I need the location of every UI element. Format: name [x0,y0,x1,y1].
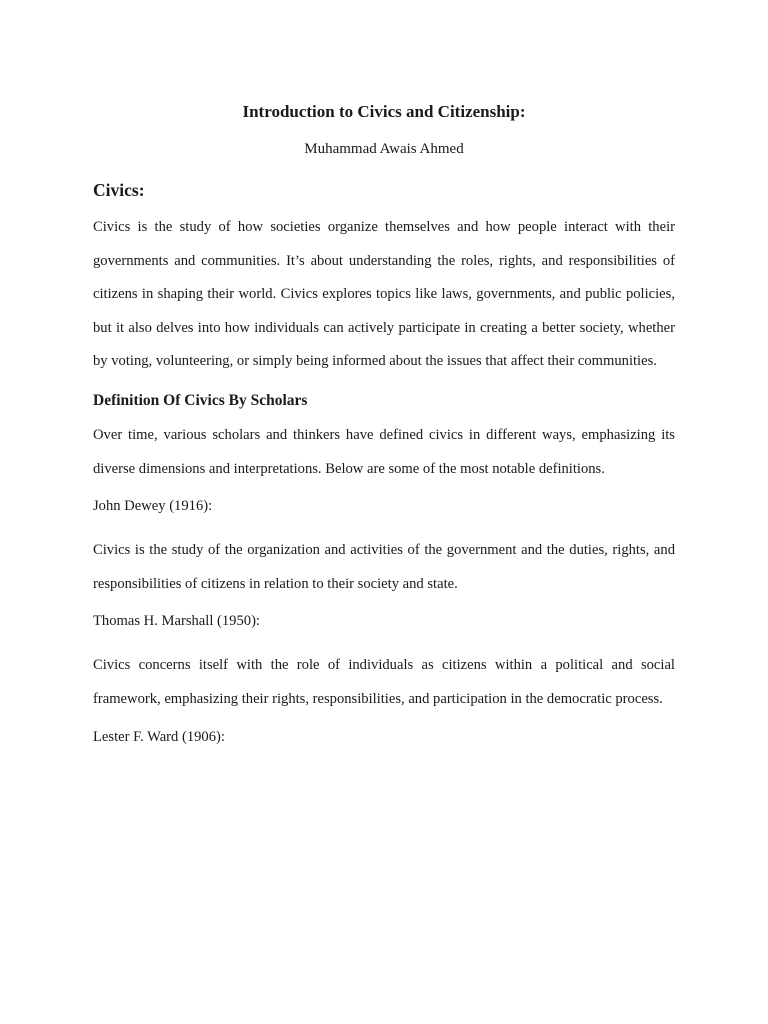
page-content [93,101,675,747]
paragraph-definitions-intro: Over time, various scholars and thinkers have defined civics in different ways, emphasizing its diverse dimensions and interpretations. Below are some of the most notable definitions. [93,426,675,477]
section-heading-civics: Civics: [93,180,145,200]
scholar-name-marshall: Thomas H. Marshall (1950): [93,613,260,630]
scholar-name-dewey: John Dewey (1916): [93,498,213,515]
document-author: Muhammad Awais Ahmed [304,141,464,157]
scholar-name-ward: Lester F. Ward (1906): [93,728,225,745]
scholar-definition-marshall: Civics concerns itself with the role of individuals as citizens within a political and social framework, emphasizing their rights, responsibilities, and participation in the democratic process. [93,657,675,707]
document-title: Introduction to Civics and Citizenship: [242,102,526,121]
section-heading-definitions: Definition Of Civics By Scholars [93,391,308,409]
scholar-definition-dewey: Civics is the study of the organization and activities of the government and the duties, rights, and responsibilities of citizens in relation to their society and state. [93,542,675,592]
paragraph-civics: Civics is the study of how societies organize themselves and how people interact with their governments and communities. It’s about understanding the roles, rights, and responsibilities of citizens in shaping their world. Civics explores topics like laws, governments, and public policies, but it also delves into how individuals can actively participate in creating a better society, whether by voting, volunteering, or simply being informed about the issues that affect their communities. [93,219,675,370]
